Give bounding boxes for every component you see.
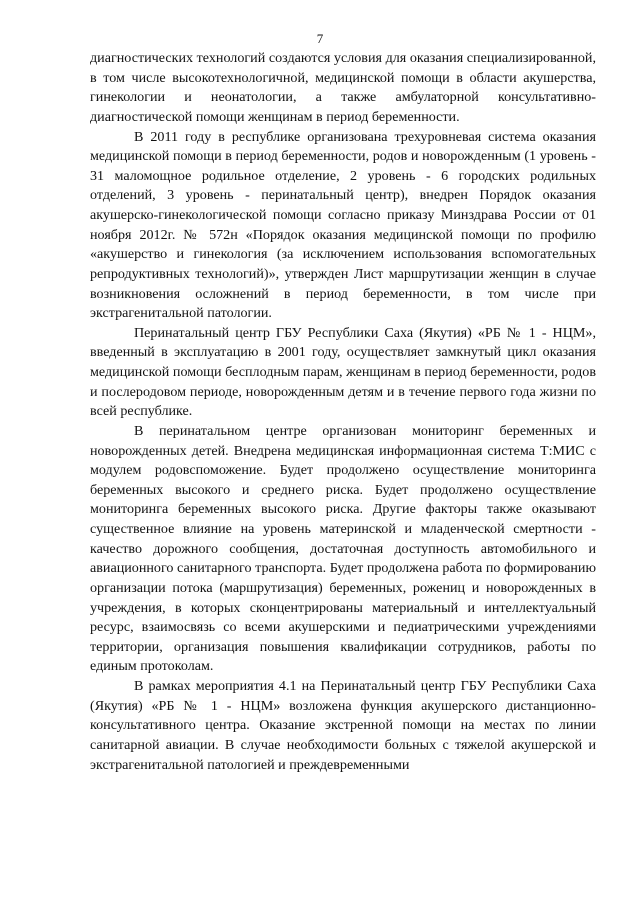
paragraph-monitoring: В перинатальном центре организован мониторинг беременных и новорожденных детей. Внедрена медицинская информационная система Т:МИС с модулем родовспоможение. Будет продолжено осуществление мониторинга беременных высокого и среднего риска. Будет продолжено осуществление мониторинга беременных высокого риска. Другие факторы также оказывают существенное влияние на уровень материнской и младенческой смертности - качество дорожного сообщения, достаточная доступность автомобильного и авиационного санитарного транспорта. Будет продолжена работа по формированию организации потока (маршрутизация) беременных, рожениц и новорожденных в учреждения, в которых сконцентрированы материальный и интеллектуальный ресурс, взаимосвязь со всеми акушерскими и педиатрическими учреждениями территории, организация повышения квалификации сотрудников, работы по единым протоколам. [90, 422, 596, 675]
paragraph-three-level-system: В 2011 году в республике организована трехуровневая система оказания медицинской помощи в период беременности, родов и новорожденным (1 уровень - 31 маломощное родильное отделение, 2 уровень - 6 городских родильных отделений, 3 уровень - перинатальный центр), внедрен Порядок оказания акушерско-гинекологической помощи согласно приказу Минздрава России от 01 ноября 2012г. № 572н «Порядок оказания медицинской помощи по профилю «акушерство и гинекология (за исключением использования вспомогательных репродуктивных технологий)», утвержден Лист маршрутизации женщин в случае возникновения осложнений в период беременности, в том числе при экстрагенитальной патологии. [90, 128, 596, 322]
paragraph-perinatal-center: Перинатальный центр ГБУ Республики Саха (Якутия) «РБ № 1 - НЦМ», введенный в эксплуатацию в 2001 году, осуществляет замкнутый цикл оказания медицинской помощи бесплодным парам, женщинам в период беременности, родов и послеродовом периоде, новорожденным детям и в течение первого года жизни по всей республике. [90, 324, 596, 420]
paragraph-measure-4-1: В рамках мероприятия 4.1 на Перинатальный центр ГБУ Республики Саха (Якутия) «РБ № 1 - НЦМ» возложена функция акушерского дистанционно-консультативного центра. Оказание экстренной помощи на местах по линии санитарной авиации. В случае необходимости больных с тяжелой акушерской и экстрагенитальной патологией и преждевременными [90, 678, 596, 773]
page-number: 7 [316, 31, 324, 46]
paragraph-continuation: диагностических технологий создаются условия для оказания специализированной, в том числе высокотехнологичной, медицинской помощи в области акушерства, гинекологии и неонатологии, а также амбулаторной консультативно-диагностической помощи женщинам в период беременности. [90, 50, 596, 125]
document-body [90, 49, 596, 775]
